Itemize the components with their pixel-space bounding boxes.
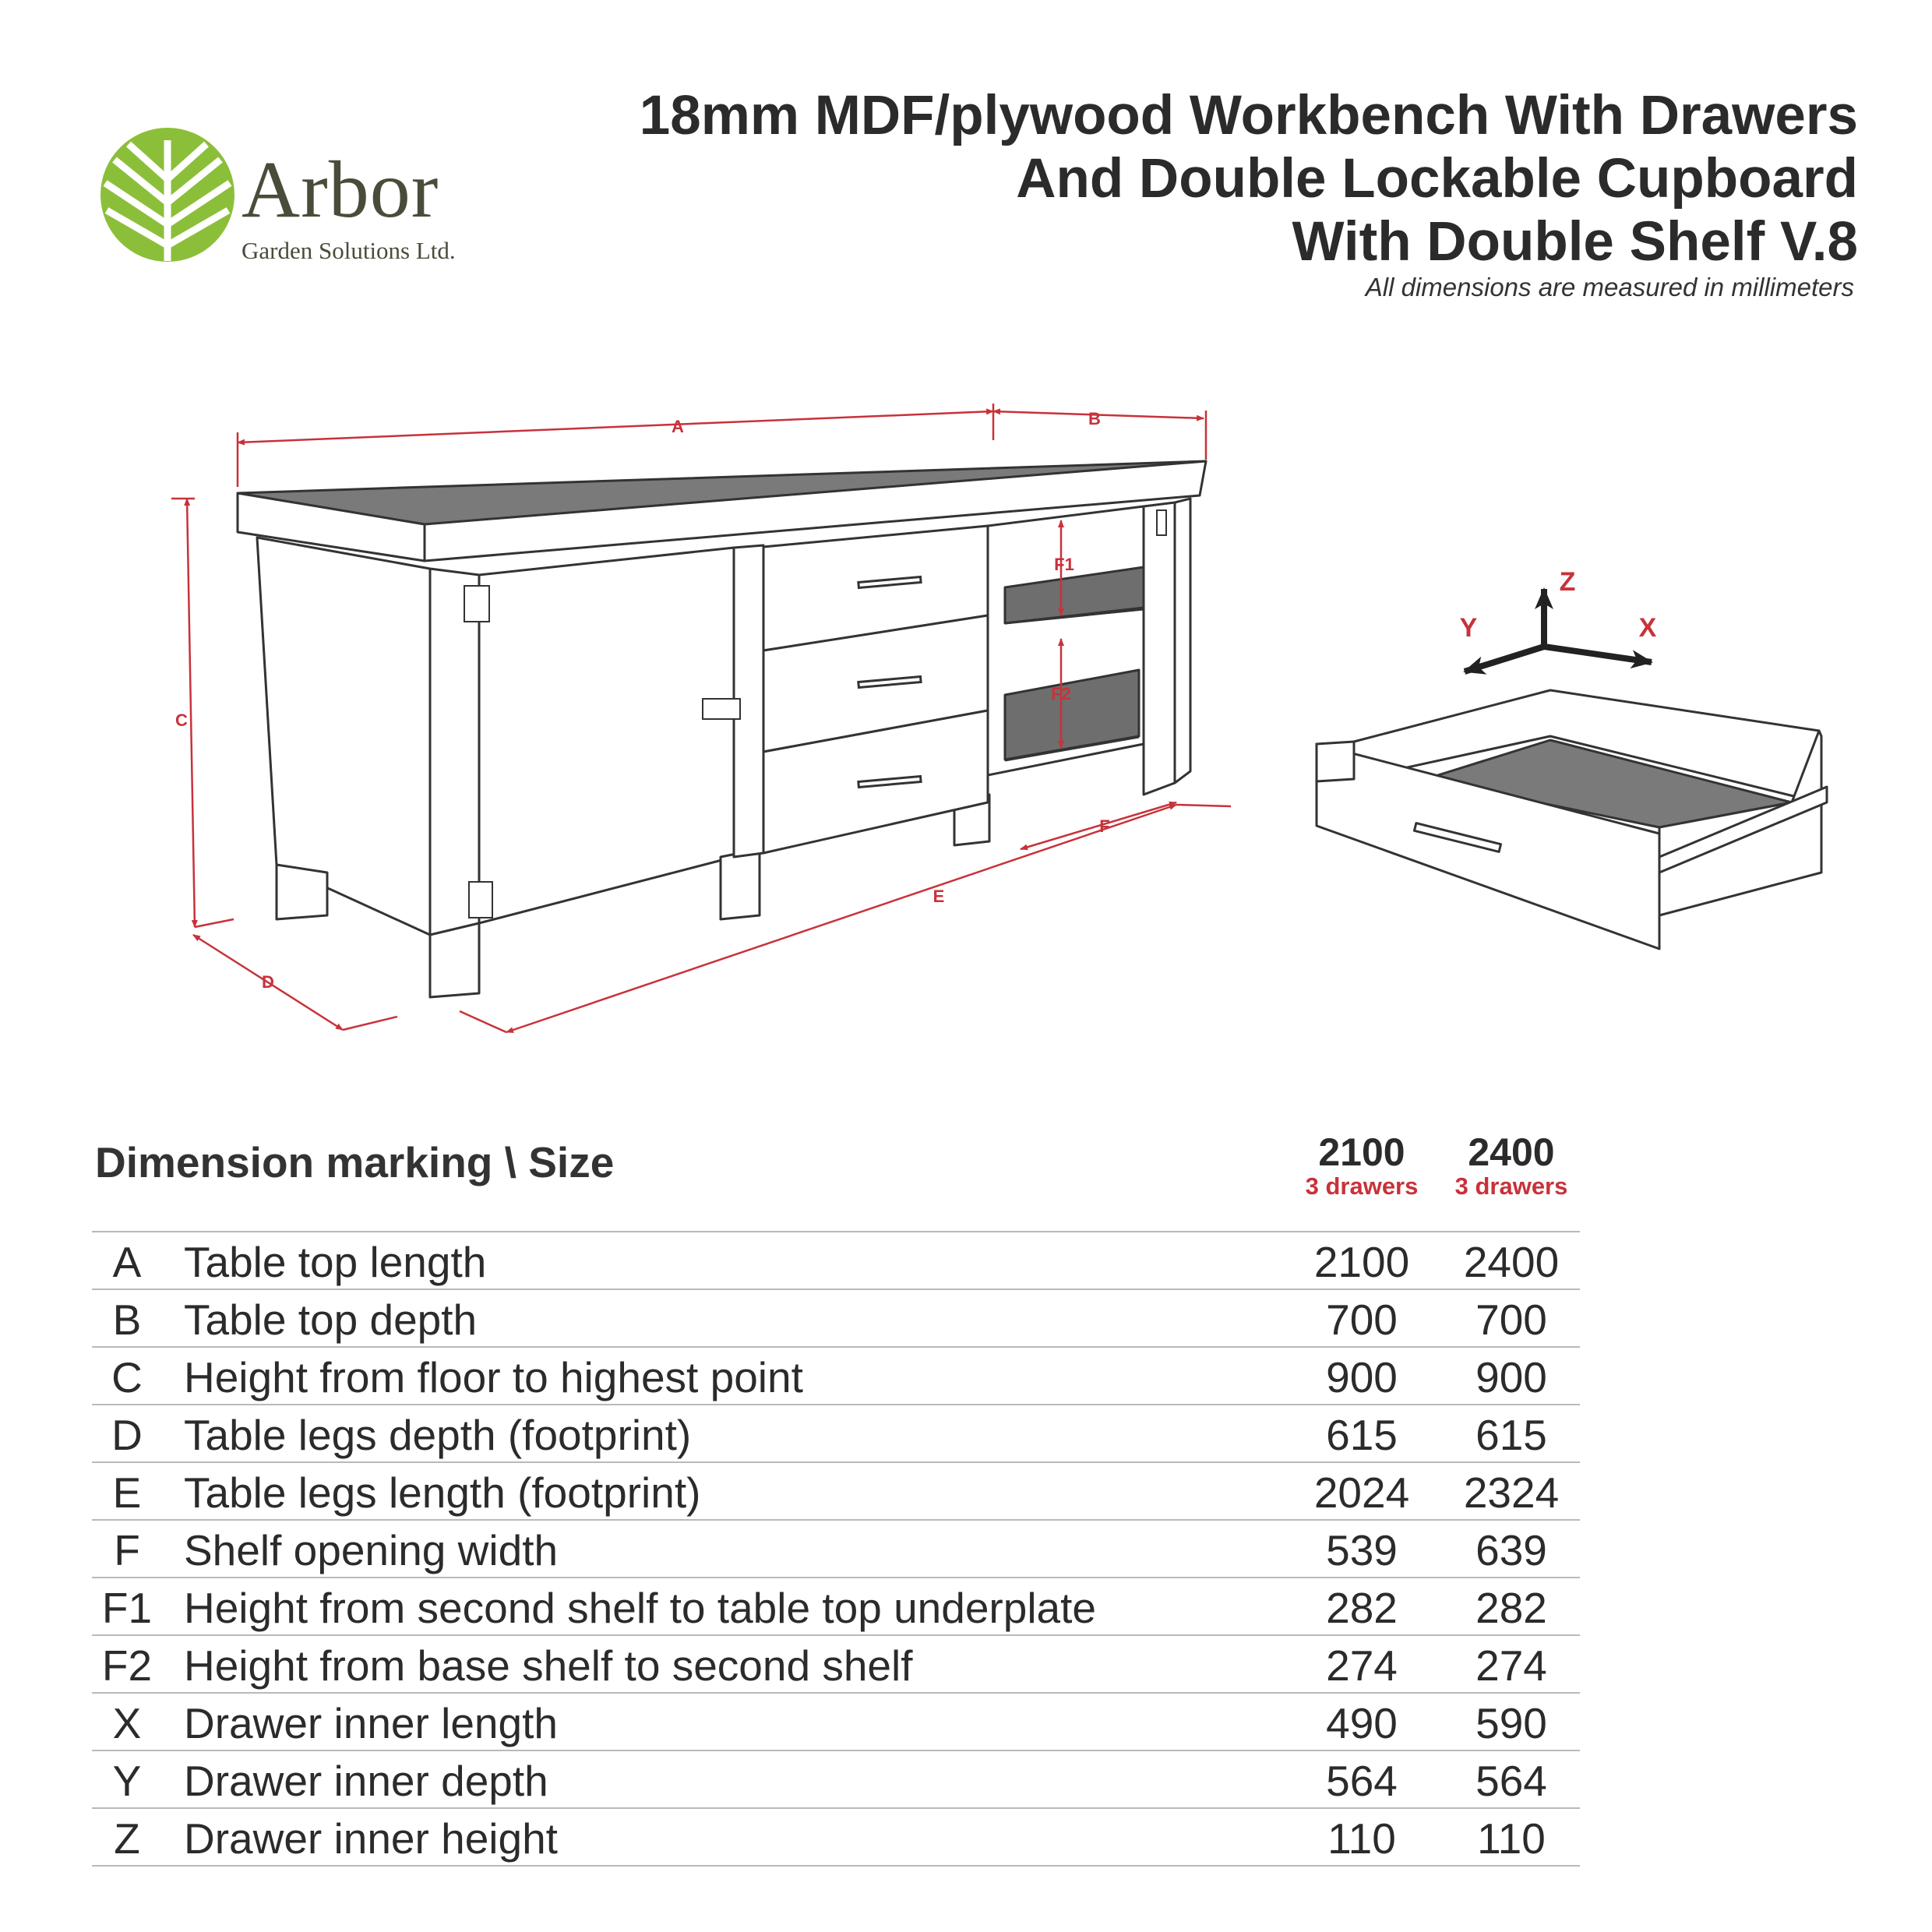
axis-y — [1465, 647, 1544, 672]
axis-x — [1544, 647, 1652, 662]
row-value-2400: 590 — [1475, 1699, 1547, 1747]
table-row — [92, 1463, 1580, 1521]
title-line-1: 18mm MDF/plywood Workbench With Drawers — [639, 85, 1858, 146]
row-description: Height from second shelf to table top underplate — [184, 1584, 1097, 1632]
title-line-2: And Double Lockable Cupboard — [1016, 148, 1858, 210]
leg-middle — [721, 849, 760, 919]
table-row — [92, 1751, 1580, 1809]
table-heading: Dimension marking \ Size — [95, 1138, 615, 1186]
row-value-2100: 490 — [1326, 1699, 1398, 1747]
row-value-2100: 900 — [1326, 1353, 1398, 1401]
right-door — [1144, 502, 1175, 795]
dim-label-c: C — [175, 710, 188, 730]
table-row — [92, 1348, 1580, 1405]
axis-label-z: Z — [1559, 567, 1576, 597]
row-description: Height from floor to highest point — [184, 1353, 803, 1401]
cupboard-door — [430, 569, 479, 935]
row-mark: X — [112, 1699, 142, 1747]
dim-label-f: F — [1099, 816, 1110, 836]
row-description: Drawer inner height — [184, 1814, 558, 1863]
dim-label-b: B — [1088, 409, 1101, 428]
column-note: 3 drawers — [1454, 1172, 1568, 1200]
row-value-2400: 564 — [1475, 1757, 1547, 1805]
row-mark: Z — [114, 1814, 140, 1863]
row-description: Table legs length (footprint) — [184, 1468, 701, 1517]
table-row — [92, 1694, 1580, 1751]
row-mark: E — [112, 1468, 142, 1517]
row-value-2400: 274 — [1475, 1641, 1547, 1690]
column-note: 3 drawers — [1305, 1172, 1419, 1200]
row-description: Table top depth — [184, 1296, 478, 1344]
row-description: Drawer inner depth — [184, 1757, 548, 1805]
dim-label-a: A — [672, 417, 684, 436]
table-row — [92, 1405, 1580, 1463]
table-row — [92, 1290, 1580, 1348]
row-mark: C — [111, 1353, 143, 1401]
row-value-2400: 615 — [1475, 1411, 1547, 1459]
table-row — [92, 1578, 1580, 1636]
dim-label-f1: F1 — [1054, 555, 1074, 574]
axis-label-x: X — [1638, 613, 1657, 643]
row-mark: F — [114, 1526, 140, 1574]
row-description: Height from base shelf to second shelf — [184, 1641, 913, 1690]
column-size: 2400 — [1468, 1130, 1555, 1174]
cupboard-front — [479, 548, 734, 923]
row-description: Table top length — [184, 1238, 487, 1286]
row-mark: B — [112, 1296, 142, 1344]
row-value-2100: 615 — [1326, 1411, 1398, 1459]
hinge-icon — [464, 586, 489, 622]
table-row — [92, 1521, 1580, 1578]
row-mark: D — [111, 1411, 143, 1459]
row-value-2100: 274 — [1326, 1641, 1398, 1690]
row-value-2400: 110 — [1477, 1814, 1546, 1863]
drawer-detail — [1317, 690, 1827, 949]
dim-label-f2: F2 — [1051, 684, 1071, 703]
table-row — [92, 1232, 1580, 1290]
row-value-2100: 110 — [1327, 1814, 1396, 1863]
hinge-icon — [469, 882, 492, 918]
dim-label-e: E — [933, 887, 945, 906]
row-value-2100: 539 — [1326, 1526, 1398, 1574]
axis-label-y: Y — [1459, 613, 1478, 643]
row-value-2400: 639 — [1475, 1526, 1547, 1574]
latch-icon — [703, 699, 740, 719]
title-line-3: With Double Shelf V.8 — [1292, 211, 1858, 273]
column-header-2400 — [1433, 1131, 1589, 1200]
table-row — [92, 1809, 1580, 1867]
row-value-2100: 282 — [1326, 1584, 1398, 1632]
dim-label-d: D — [262, 972, 274, 992]
logo-subtitle: Garden Solutions Ltd. — [242, 237, 456, 264]
right-side — [1175, 499, 1190, 783]
row-mark: F1 — [101, 1584, 153, 1632]
hinge-icon — [1157, 510, 1166, 535]
logo-wordmark: Arbor — [242, 145, 439, 234]
row-value-2100: 700 — [1326, 1296, 1398, 1344]
row-value-2400: 700 — [1475, 1296, 1547, 1344]
dimensions-table — [92, 1231, 1580, 1867]
row-mark: Y — [112, 1757, 142, 1805]
row-description: Shelf opening width — [184, 1526, 559, 1574]
drawer-left-wall — [1317, 742, 1354, 781]
table-row — [92, 1636, 1580, 1694]
column-header-2100 — [1284, 1131, 1440, 1200]
row-value-2100: 564 — [1326, 1757, 1398, 1805]
row-value-2400: 2400 — [1463, 1238, 1560, 1286]
column-size: 2100 — [1318, 1130, 1405, 1174]
leg-back-left — [277, 865, 327, 919]
row-description: Drawer inner length — [184, 1699, 558, 1747]
axis-gizmo — [1465, 589, 1652, 672]
units-note: All dimensions are measured in millimeters — [1365, 273, 1854, 301]
row-mark: A — [112, 1238, 142, 1286]
row-description: Table legs depth (footprint) — [184, 1411, 692, 1459]
row-value-2400: 282 — [1475, 1584, 1547, 1632]
row-value-2400: 900 — [1475, 1353, 1547, 1401]
row-mark: F2 — [101, 1641, 153, 1690]
row-value-2400: 2324 — [1463, 1468, 1560, 1517]
row-value-2100: 2024 — [1313, 1468, 1410, 1517]
leg-front-left — [430, 923, 479, 997]
row-value-2100: 2100 — [1313, 1238, 1410, 1286]
